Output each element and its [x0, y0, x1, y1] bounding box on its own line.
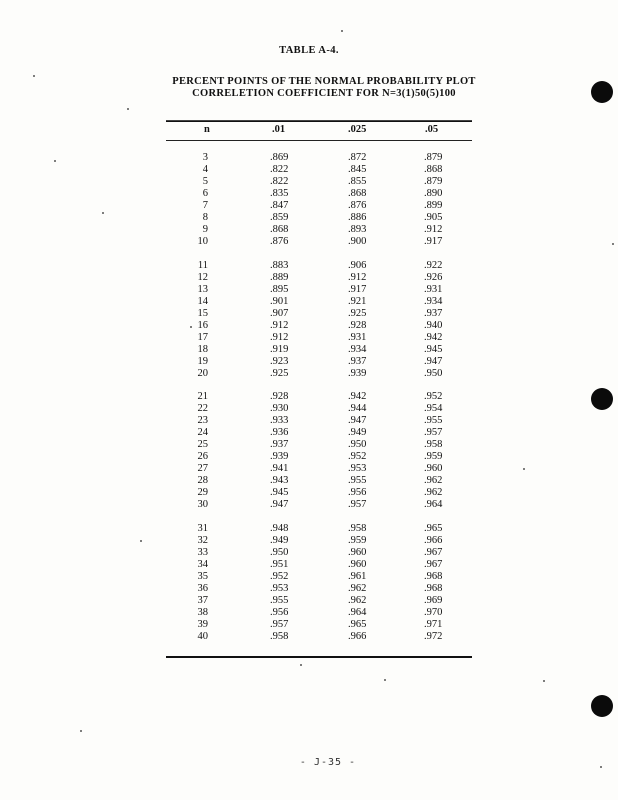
table-cell-value: .822	[270, 176, 289, 187]
table-cell-n: 27	[197, 463, 208, 474]
table-cell-value: .835	[270, 188, 289, 199]
table-cell-value: .822	[270, 164, 289, 175]
header-rule	[166, 140, 472, 141]
table-cell-n: 37	[197, 595, 208, 606]
table-cell-value: .936	[270, 427, 289, 438]
table-cell-value: .966	[424, 535, 443, 546]
table-cell-value: .879	[424, 176, 443, 187]
table-cell-value: .947	[424, 356, 443, 367]
scan-speck	[543, 680, 545, 682]
table-bottom-rule	[166, 656, 472, 658]
table-cell-value: .942	[348, 391, 367, 402]
table-cell-value: .954	[424, 403, 443, 414]
table-cell-value: .869	[270, 152, 289, 163]
table-cell-value: .931	[348, 332, 367, 343]
table-cell-value: .966	[348, 631, 367, 642]
table-cell-value: .919	[270, 344, 289, 355]
table-cell-value: .893	[348, 224, 367, 235]
table-cell-n: 4	[202, 164, 208, 175]
table-cell-value: .925	[348, 308, 367, 319]
table-cell-value: .928	[348, 320, 367, 331]
table-cell-value: .931	[424, 284, 443, 295]
scan-speck	[384, 679, 386, 681]
table-cell-n: 39	[197, 619, 208, 630]
scan-speck	[102, 212, 104, 214]
table-cell-value: .959	[348, 535, 367, 546]
table-cell-n: 28	[197, 475, 208, 486]
punch-hole-middle	[591, 388, 613, 410]
table-cell-n: 40	[197, 631, 208, 642]
table-cell-value: .921	[348, 296, 367, 307]
table-cell-value: .933	[270, 415, 289, 426]
table-cell-value: .947	[348, 415, 367, 426]
table-cell-n: 16	[197, 320, 208, 331]
table-cell-value: .890	[424, 188, 443, 199]
table-cell-value: .970	[424, 607, 443, 618]
table-cell-n: 29	[197, 487, 208, 498]
table-cell-n: 7	[202, 200, 208, 211]
column-header-025: .025	[348, 124, 367, 135]
table-cell-n: 30	[197, 499, 208, 510]
table-cell-n: 36	[197, 583, 208, 594]
table-cell-value: .943	[270, 475, 289, 486]
table-cell-value: .917	[348, 284, 367, 295]
table-cell-n: 17	[197, 332, 208, 343]
table-cell-value: .958	[424, 439, 443, 450]
table-cell-n: 11	[197, 260, 208, 271]
table-subtitle-line2: CORRELETION COEFFICIENT FOR N=3(1)50(5)100	[192, 88, 456, 99]
table-cell-value: .955	[424, 415, 443, 426]
table-cell-value: .912	[270, 320, 289, 331]
table-cell-n: 8	[202, 212, 208, 223]
table-cell-n: 12	[197, 272, 208, 283]
table-cell-value: .960	[348, 559, 367, 570]
table-cell-value: .879	[424, 152, 443, 163]
table-cell-n: 20	[197, 368, 208, 379]
table-cell-value: .945	[270, 487, 289, 498]
table-cell-value: .940	[424, 320, 443, 331]
table-cell-value: .925	[270, 368, 289, 379]
table-cell-value: .928	[270, 391, 289, 402]
table-cell-n: 38	[197, 607, 208, 618]
table-cell-value: .926	[424, 272, 443, 283]
table-cell-value: .868	[424, 164, 443, 175]
table-cell-value: .937	[348, 356, 367, 367]
table-cell-n: 34	[197, 559, 208, 570]
table-cell-value: .964	[348, 607, 367, 618]
table-cell-value: .912	[424, 224, 443, 235]
table-cell-value: .952	[424, 391, 443, 402]
table-cell-value: .953	[348, 463, 367, 474]
page-number: - J-35 -	[299, 757, 357, 768]
table-cell-value: .962	[424, 487, 443, 498]
table-cell-n: 26	[197, 451, 208, 462]
table-cell-value: .939	[348, 368, 367, 379]
table-cell-value: .967	[424, 547, 443, 558]
table-cell-value: .900	[348, 236, 367, 247]
scan-speck	[341, 30, 343, 32]
scan-speck	[600, 766, 602, 768]
table-cell-value: .944	[348, 403, 367, 414]
table-cell-value: .965	[424, 523, 443, 534]
table-cell-value: .859	[270, 212, 289, 223]
table-cell-value: .939	[270, 451, 289, 462]
table-cell-value: .972	[424, 631, 443, 642]
table-cell-n: 22	[197, 403, 208, 414]
table-cell-n: 31	[197, 523, 208, 534]
table-cell-value: .923	[270, 356, 289, 367]
table-cell-value: .945	[424, 344, 443, 355]
table-cell-n: 35	[197, 571, 208, 582]
table-cell-n: 14	[197, 296, 208, 307]
table-cell-n: 23	[197, 415, 208, 426]
table-cell-value: .948	[270, 523, 289, 534]
table-cell-value: .906	[348, 260, 367, 271]
table-cell-value: .901	[270, 296, 289, 307]
table-cell-value: .951	[270, 559, 289, 570]
table-cell-value: .868	[270, 224, 289, 235]
table-cell-value: .957	[348, 499, 367, 510]
table-cell-n: 24	[197, 427, 208, 438]
table-cell-value: .969	[424, 595, 443, 606]
table-title: TABLE A-4.	[279, 45, 339, 56]
table-cell-value: .950	[424, 368, 443, 379]
table-cell-value: .965	[348, 619, 367, 630]
table-cell-value: .922	[424, 260, 443, 271]
scan-speck	[300, 664, 302, 666]
table-cell-n: 25	[197, 439, 208, 450]
table-cell-value: .876	[348, 200, 367, 211]
table-cell-value: .949	[348, 427, 367, 438]
table-cell-value: .960	[348, 547, 367, 558]
table-cell-n: 15	[197, 308, 208, 319]
table-cell-value: .961	[348, 571, 367, 582]
table-cell-value: .895	[270, 284, 289, 295]
scan-speck	[54, 160, 56, 162]
table-cell-value: .950	[270, 547, 289, 558]
table-cell-value: .917	[424, 236, 443, 247]
table-top-rule-2	[166, 121, 472, 122]
table-cell-value: .959	[424, 451, 443, 462]
table-cell-n: 5	[202, 176, 208, 187]
table-cell-value: .912	[348, 272, 367, 283]
scan-speck	[190, 326, 192, 328]
table-cell-value: .847	[270, 200, 289, 211]
punch-hole-bottom	[591, 695, 613, 717]
table-cell-value: .872	[348, 152, 367, 163]
table-cell-value: .968	[424, 583, 443, 594]
table-cell-value: .952	[270, 571, 289, 582]
table-cell-value: .964	[424, 499, 443, 510]
table-cell-value: .955	[270, 595, 289, 606]
table-cell-value: .971	[424, 619, 443, 630]
table-cell-value: .899	[424, 200, 443, 211]
scan-speck	[140, 540, 142, 542]
scan-speck	[612, 243, 614, 245]
table-cell-n: 18	[197, 344, 208, 355]
scan-speck	[33, 75, 35, 77]
table-cell-value: .868	[348, 188, 367, 199]
table-cell-n: 33	[197, 547, 208, 558]
table-cell-value: .937	[270, 439, 289, 450]
column-header-n: n	[204, 124, 210, 135]
table-cell-value: .934	[424, 296, 443, 307]
table-cell-value: .876	[270, 236, 289, 247]
table-cell-value: .905	[424, 212, 443, 223]
table-cell-value: .957	[270, 619, 289, 630]
table-cell-value: .967	[424, 559, 443, 570]
table-cell-value: .958	[270, 631, 289, 642]
table-cell-value: .937	[424, 308, 443, 319]
table-cell-value: .968	[424, 571, 443, 582]
table-cell-value: .934	[348, 344, 367, 355]
table-cell-value: .845	[348, 164, 367, 175]
table-cell-value: .941	[270, 463, 289, 474]
table-cell-value: .962	[348, 595, 367, 606]
table-cell-n: 9	[202, 224, 208, 235]
table-cell-value: .957	[424, 427, 443, 438]
table-cell-n: 6	[202, 188, 208, 199]
table-cell-value: .942	[424, 332, 443, 343]
table-subtitle-line1: PERCENT POINTS OF THE NORMAL PROBABILITY PLOT	[172, 76, 476, 87]
table-cell-value: .958	[348, 523, 367, 534]
table-cell-n: 21	[197, 391, 208, 402]
table-cell-value: .855	[348, 176, 367, 187]
table-cell-value: .912	[270, 332, 289, 343]
table-cell-value: .956	[270, 607, 289, 618]
table-cell-value: .886	[348, 212, 367, 223]
table-cell-n: 10	[197, 236, 208, 247]
table-cell-value: .955	[348, 475, 367, 486]
table-cell-value: .947	[270, 499, 289, 510]
table-cell-value: .930	[270, 403, 289, 414]
table-cell-value: .889	[270, 272, 289, 283]
table-cell-value: .953	[270, 583, 289, 594]
scan-speck	[80, 730, 82, 732]
table-cell-value: .962	[424, 475, 443, 486]
table-cell-value: .960	[424, 463, 443, 474]
scan-speck	[523, 468, 525, 470]
table-cell-n: 3	[202, 152, 208, 163]
table-cell-n: 32	[197, 535, 208, 546]
table-cell-n: 13	[197, 284, 208, 295]
table-cell-value: .883	[270, 260, 289, 271]
scan-speck	[127, 108, 129, 110]
table-cell-value: .956	[348, 487, 367, 498]
table-cell-value: .962	[348, 583, 367, 594]
column-header-05: .05	[425, 124, 439, 135]
table-cell-value: .952	[348, 451, 367, 462]
table-cell-value: .907	[270, 308, 289, 319]
table-cell-n: 19	[197, 356, 208, 367]
table-cell-value: .950	[348, 439, 367, 450]
table-cell-value: .949	[270, 535, 289, 546]
column-header-01: .01	[272, 124, 286, 135]
